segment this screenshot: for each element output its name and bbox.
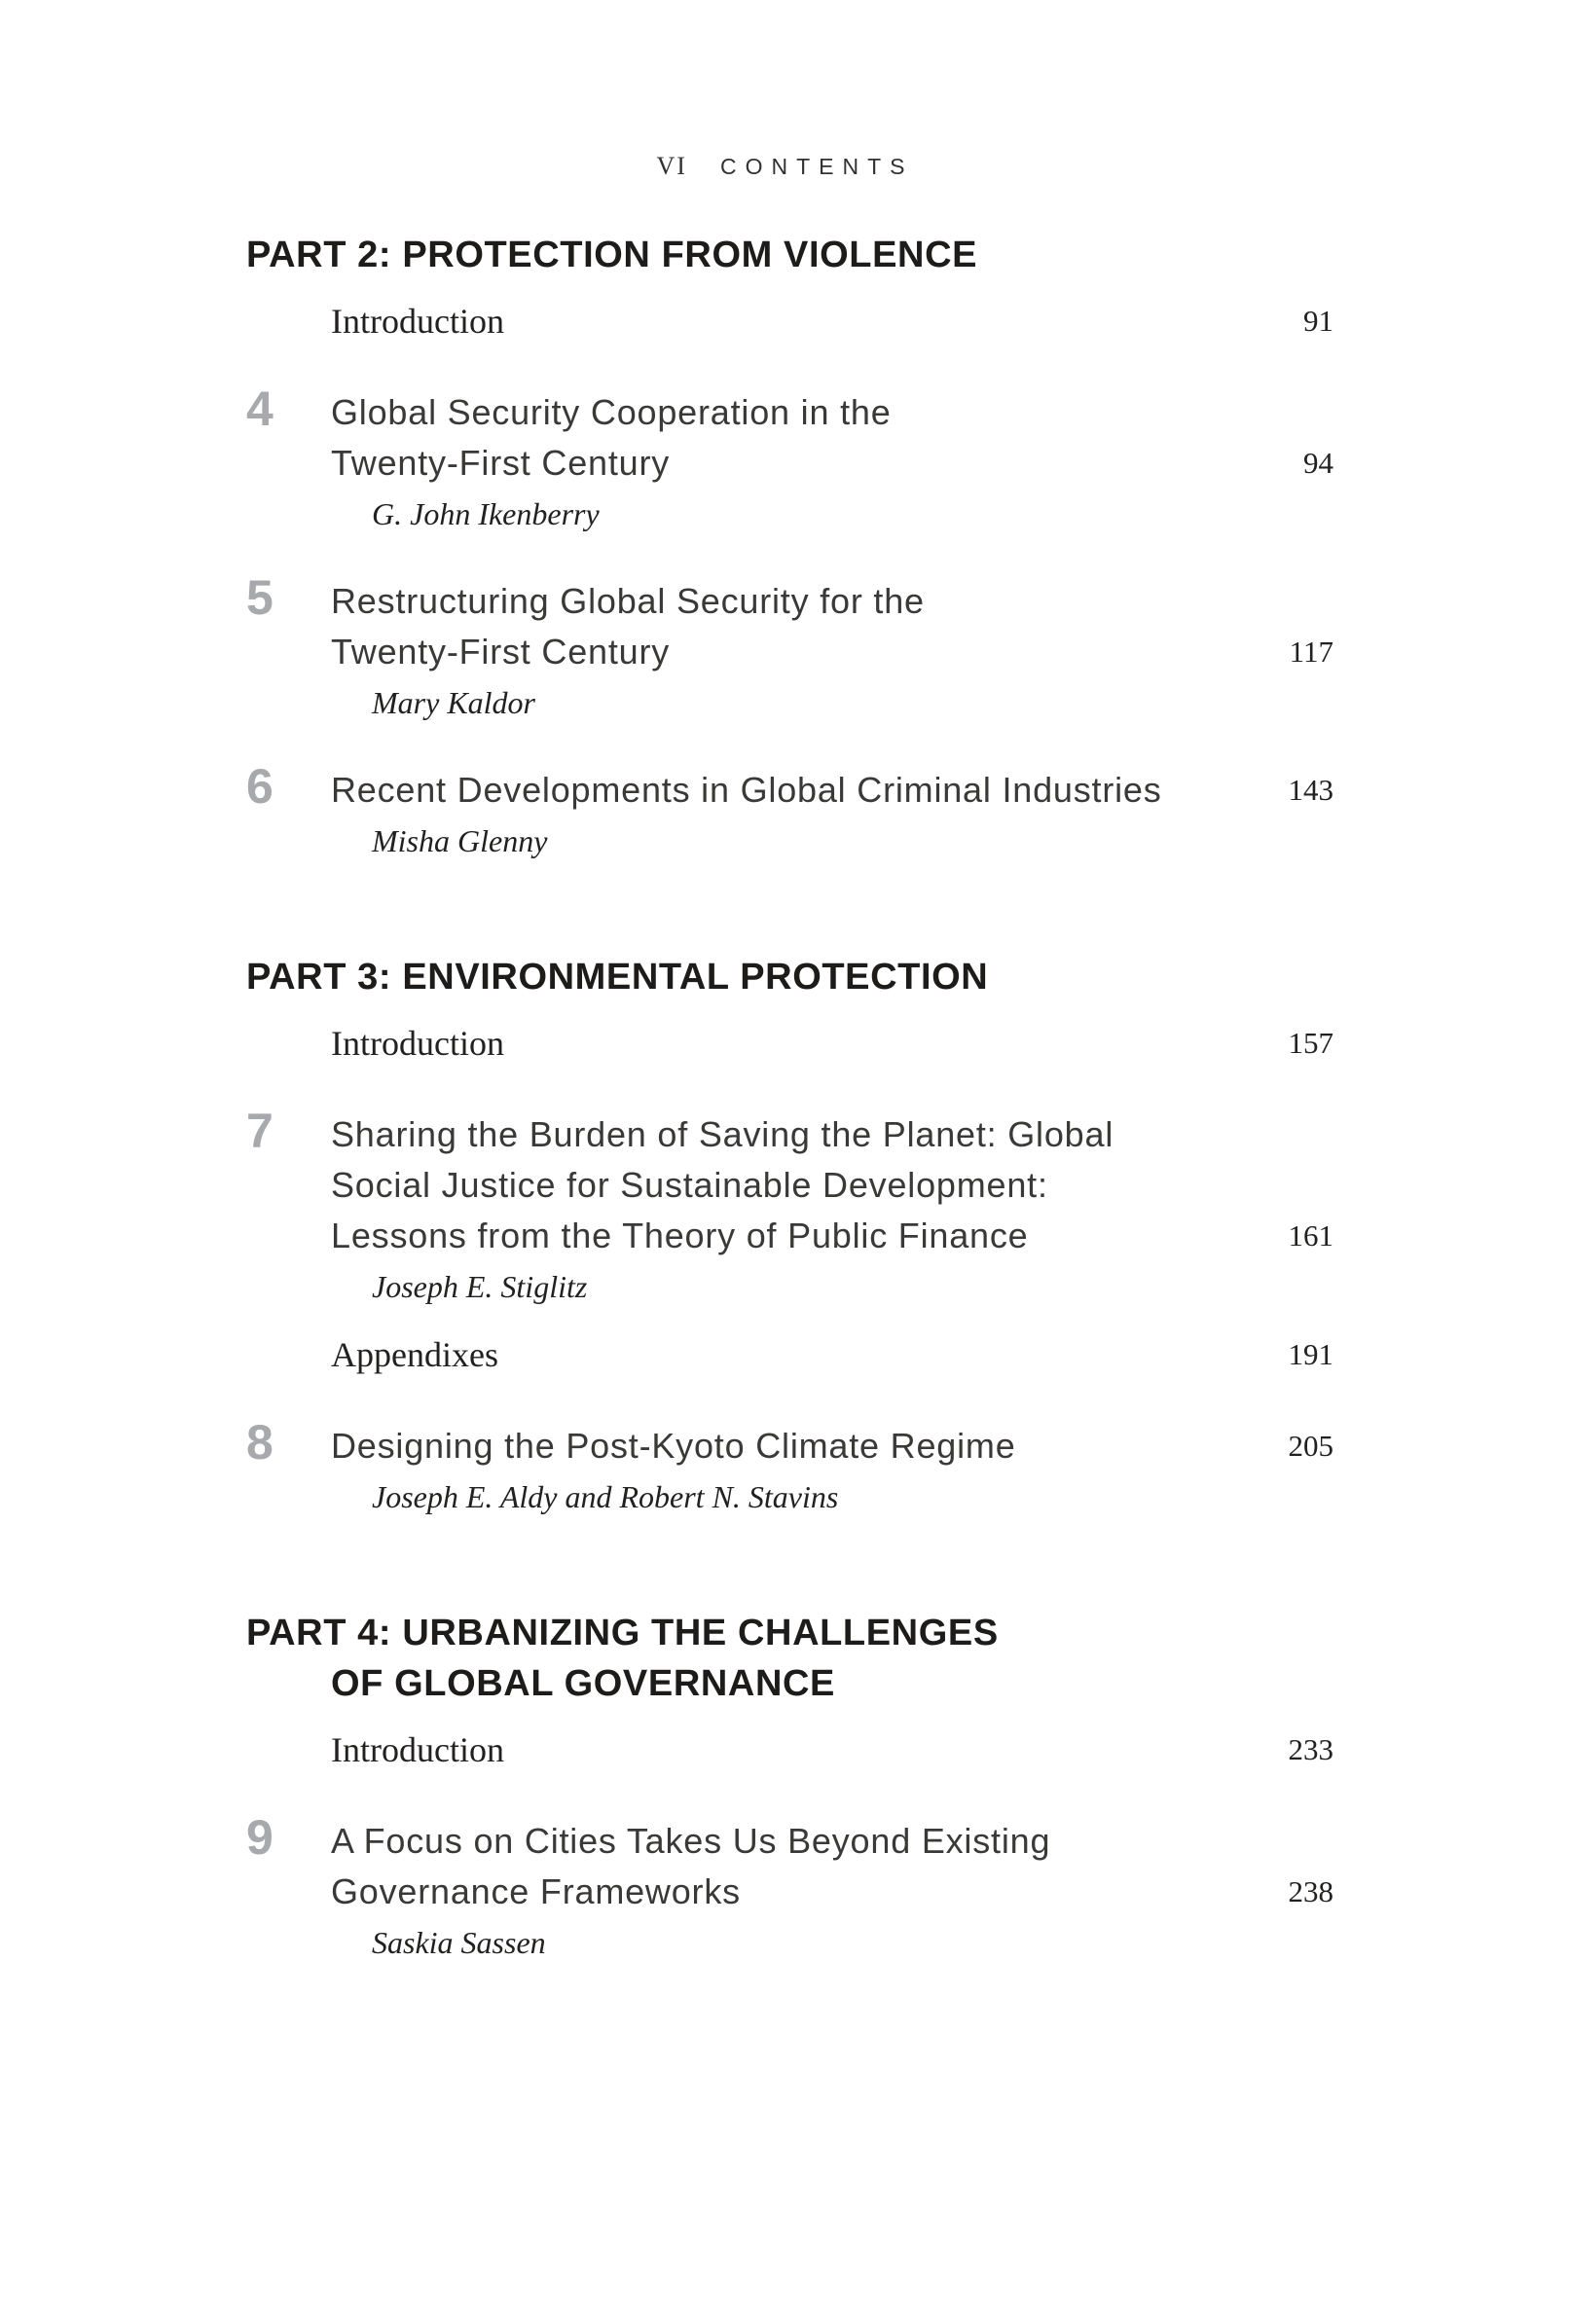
chapter-author: Joseph E. Stiglitz xyxy=(372,1269,588,1304)
page-number: 91 xyxy=(1303,304,1333,338)
page-number: 161 xyxy=(1288,1218,1333,1253)
chapter-title xyxy=(331,1421,1226,1471)
toc-entry-chapter-7 xyxy=(246,1104,1333,1308)
chapter-title-line: Restructuring Global Security for the xyxy=(331,581,925,621)
chapter-title-line: Social Justice for Sustainable Development: xyxy=(331,1165,1048,1205)
part-heading xyxy=(246,952,1333,1002)
chapter-number: 5 xyxy=(246,570,274,625)
chapter-title-line: Sharing the Burden of Saving the Planet: Global xyxy=(331,1114,1114,1154)
toc-entry-chapter-9 xyxy=(246,1810,1333,1964)
part-heading-line: OF GLOBAL GOVERNANCE xyxy=(331,1663,835,1704)
part-heading-line: PART 4: URBANIZING THE CHALLENGES xyxy=(246,1613,999,1653)
chapter-title-line: Global Security Cooperation in the xyxy=(331,392,892,432)
chapter-number: 7 xyxy=(246,1104,274,1158)
chapter-author: Joseph E. Aldy and Robert N. Stavins xyxy=(372,1479,839,1514)
toc-entry-introduction xyxy=(246,1725,1333,1775)
running-head xyxy=(0,0,1570,181)
toc-entry-chapter-4 xyxy=(246,381,1333,535)
toc-entry-appendixes xyxy=(246,1329,1333,1380)
chapter-title-line: A Focus on Cities Takes Us Beyond Existing xyxy=(331,1821,1051,1861)
chapter-title-line: Lessons from the Theory of Public Finance xyxy=(331,1216,1029,1255)
entry-label: Appendixes xyxy=(331,1335,498,1374)
chapter-author: Misha Glenny xyxy=(372,823,548,858)
chapter-number: 6 xyxy=(246,759,274,814)
chapter-title-line: Designing the Post-Kyoto Climate Regime xyxy=(331,1426,1016,1466)
chapter-author: Mary Kaldor xyxy=(372,685,535,720)
page-number: 117 xyxy=(1289,635,1333,669)
part-heading xyxy=(246,1608,1333,1709)
chapter-number: 4 xyxy=(246,381,274,436)
page-number: 205 xyxy=(1288,1429,1333,1463)
chapter-title xyxy=(331,387,1226,489)
chapter-title-line: Twenty-First Century xyxy=(331,632,671,672)
toc-entry-introduction xyxy=(246,296,1333,346)
entry-label: Introduction xyxy=(331,302,504,341)
part-heading-line: PART 3: ENVIRONMENTAL PROTECTION xyxy=(246,957,989,998)
chapter-title xyxy=(331,1109,1226,1261)
toc-entry-chapter-6 xyxy=(246,759,1333,862)
section-part-4 xyxy=(246,1608,1333,1964)
page-number: 191 xyxy=(1288,1337,1333,1371)
entry-label: Introduction xyxy=(331,1730,504,1769)
entry-label: Introduction xyxy=(331,1024,504,1063)
section-part-2 xyxy=(246,230,1333,862)
folio-roman-numeral: VI xyxy=(656,152,687,180)
contents-heading: CONTENTS xyxy=(719,154,914,179)
chapter-author: Saskia Sassen xyxy=(372,1925,546,1960)
chapter-title-line: Recent Developments in Global Criminal Industries xyxy=(331,770,1162,810)
toc-entry-chapter-5 xyxy=(246,570,1333,724)
chapter-number: 9 xyxy=(246,1810,274,1865)
toc-entry-introduction xyxy=(246,1018,1333,1069)
part-heading-line: PART 2: PROTECTION FROM VIOLENCE xyxy=(246,235,978,275)
section-part-3 xyxy=(246,952,1333,1518)
page-number: 94 xyxy=(1303,446,1333,480)
chapter-author: G. John Ikenberry xyxy=(372,496,600,531)
page-number: 233 xyxy=(1288,1732,1333,1766)
chapter-title xyxy=(331,576,1226,677)
toc-entry-chapter-8 xyxy=(246,1415,1333,1518)
chapter-title xyxy=(331,765,1226,816)
chapter-title-line: Governance Frameworks xyxy=(331,1871,741,1911)
toc-content xyxy=(246,230,1333,1964)
chapter-number: 8 xyxy=(246,1415,274,1470)
part-heading xyxy=(246,230,1333,280)
page-number: 238 xyxy=(1288,1874,1333,1908)
page-number: 157 xyxy=(1288,1026,1333,1060)
page-number: 143 xyxy=(1288,773,1333,807)
chapter-title xyxy=(331,1816,1226,1917)
chapter-title-line: Twenty-First Century xyxy=(331,443,671,483)
